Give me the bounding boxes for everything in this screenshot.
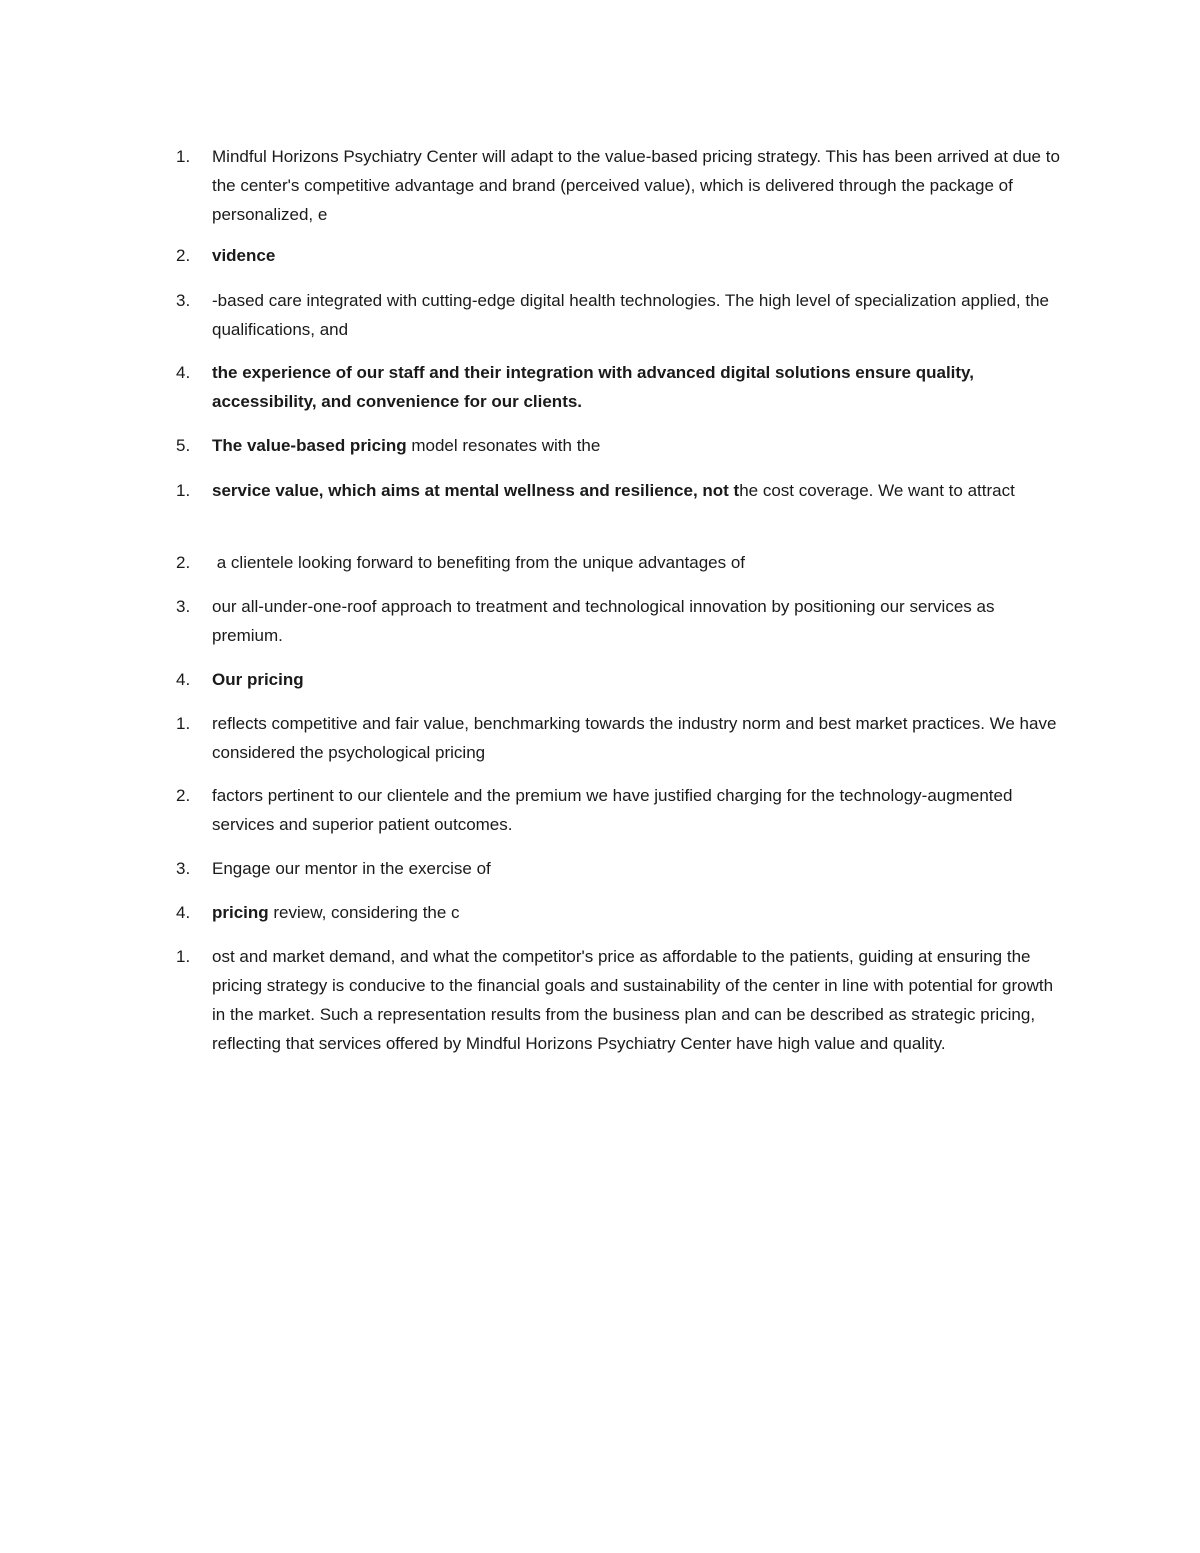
text-segment: review, considering the c xyxy=(268,903,460,922)
list-item-text xyxy=(212,241,1062,270)
list-item-text xyxy=(212,709,1062,767)
list-item-text xyxy=(212,548,1062,577)
list-item-text xyxy=(212,942,1062,1058)
list-number: 1. xyxy=(176,147,191,166)
text-segment: a clientele looking forward to benefiting from the unique advantages of xyxy=(212,553,746,572)
bold-text-segment: The value-based pricing xyxy=(212,436,407,455)
list-item-text xyxy=(212,358,1062,416)
list-number: 4. xyxy=(176,363,191,382)
text-segment: he cost coverage. We want to attract xyxy=(739,481,1015,500)
list-number: 4. xyxy=(176,903,191,922)
text-segment: our all-under-one-roof approach to treatment and technological innovation by positioning our services as premium. xyxy=(212,597,995,645)
bold-text-segment: vidence xyxy=(212,246,276,265)
list-number: 5. xyxy=(176,436,191,455)
list-number: 2. xyxy=(176,246,191,265)
list-number: 3. xyxy=(176,597,191,616)
list-item-text xyxy=(212,898,1062,927)
list-number: 3. xyxy=(176,291,191,310)
list-number: 4. xyxy=(176,670,191,689)
list-item-text xyxy=(212,431,1062,460)
list-number: 2. xyxy=(176,553,191,572)
text-segment: ost and market demand, and what the competitor's price as affordable to the patients, guiding at ensuring the pricing strategy is conducive to the financial goals and sustainability of the center in line with potential for growth in the market. Such a representation results from the business plan and can be described as strategic pricing, reflecting that services offered by Mindful Horizons Psychiatry Center have high value and quality. xyxy=(212,947,1054,1053)
bold-text-segment: Our pricing xyxy=(212,670,304,689)
list-item-text xyxy=(212,592,1062,650)
list-number: 1. xyxy=(176,481,191,500)
bold-text-segment: pricing xyxy=(212,903,269,922)
text-segment: reflects competitive and fair value, benchmarking towards the industry norm and best market practices. We have considered the psychological pricing xyxy=(212,714,1057,762)
list-number: 3. xyxy=(176,859,191,878)
list-item-text xyxy=(212,781,1062,839)
bold-text-segment: the experience of our staff and their integration with advanced digital solutions ensure quality, accessibility, and convenience for our clients. xyxy=(212,363,974,411)
text-segment: Engage our mentor in the exercise of xyxy=(212,859,491,878)
list-item-text xyxy=(212,142,1062,229)
text-segment: model resonates with the xyxy=(406,436,601,455)
text-segment: -based care integrated with cutting-edge digital health technologies. The high level of specialization applied, the qualifications, and xyxy=(212,291,1050,339)
list-number: 1. xyxy=(176,947,191,966)
text-segment: factors pertinent to our clientele and the premium we have justified charging for the technology-augmented services and superior patient outcomes. xyxy=(212,786,1013,834)
list-number: 2. xyxy=(176,786,191,805)
bold-text-segment: service value, which aims at mental wellness and resilience, not t xyxy=(212,481,740,500)
list-item-text xyxy=(212,854,1062,883)
list-number: 1. xyxy=(176,714,191,733)
text-segment: Mindful Horizons Psychiatry Center will adapt to the value-based pricing strategy. This has been arrived at due to the center's competitive advantage and brand (perceived value), which is delivered through the package of personalized, e xyxy=(212,147,1060,224)
list-item-text xyxy=(212,665,1062,694)
list-item-text xyxy=(212,476,1062,505)
list-item-text xyxy=(212,286,1062,344)
